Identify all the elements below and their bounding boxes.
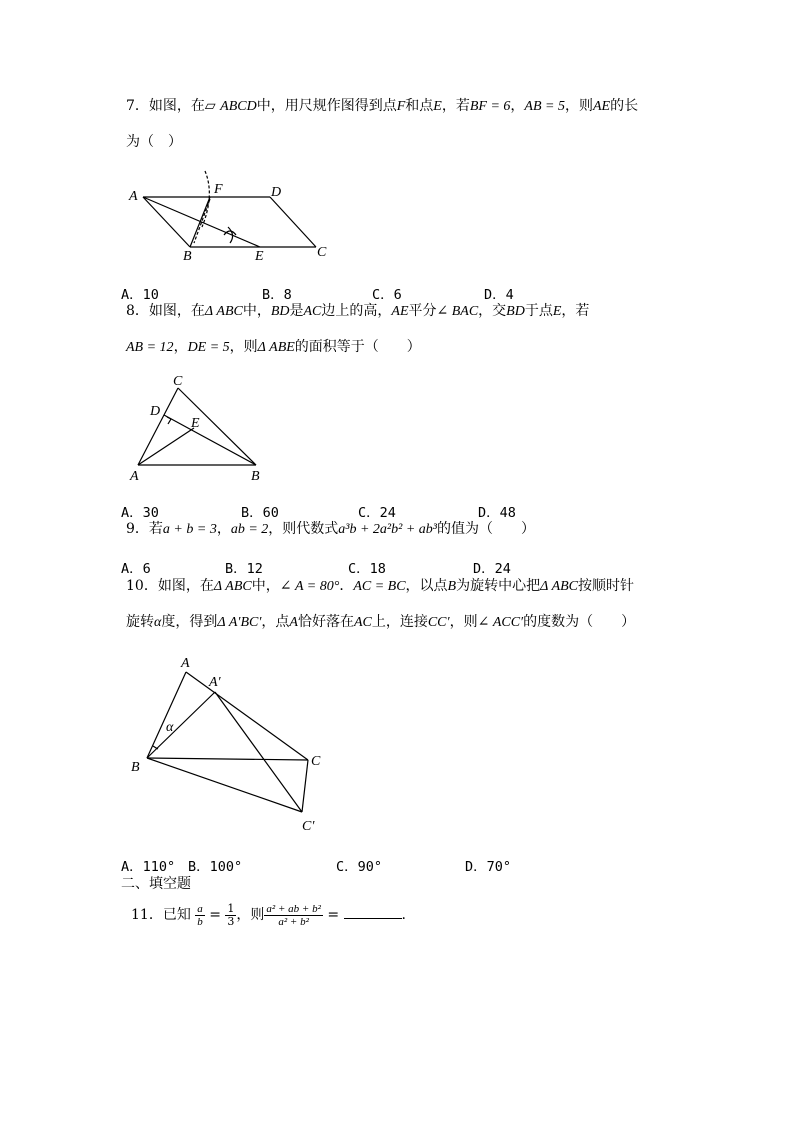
q8-height-BD <box>164 415 256 465</box>
q10-side-AB <box>147 672 186 758</box>
q8-side-AC <box>138 388 178 465</box>
q7-parallelogram-figure <box>120 165 340 265</box>
q10-label-C-prime: C′ <box>302 819 315 834</box>
q10-side-A-prime-C-prime <box>215 692 302 812</box>
q10-label-B: B <box>131 760 140 775</box>
q8-label-C: C <box>173 374 183 389</box>
q8-triangle-figure <box>120 368 280 488</box>
q7-option-c[interactable]: C．6 <box>372 287 402 303</box>
q10-label-A: A <box>181 656 190 671</box>
q10-side-BC-prime <box>147 758 302 812</box>
q11-answer-blank[interactable] <box>344 906 402 919</box>
q10-option-d[interactable]: D．70° <box>465 859 512 875</box>
q7-stem-line1: 7．如图，在▱ ABCD中，用尺规作图得到点F和点E，若BF = 6，AB = 5，则AE的长 <box>126 98 639 114</box>
q7-label-D: D <box>271 185 282 200</box>
q8-bisector-AE <box>138 428 194 465</box>
q7-option-d[interactable]: D．4 <box>484 287 514 303</box>
q8-option-d[interactable]: D．48 <box>478 505 516 521</box>
q8-label-E: E <box>191 416 200 431</box>
q11-fraction-one-third: $\frac{1}{3}$ <box>227 901 235 928</box>
q8-side-BC <box>178 388 256 465</box>
q9-option-c[interactable]: C．18 <box>348 561 386 577</box>
q7-label-F: F <box>214 182 223 197</box>
q10-label-C: C <box>311 754 321 769</box>
q7-label-E: E <box>255 249 264 264</box>
q7-option-a[interactable]: A．10 <box>121 287 159 303</box>
q10-segment-CC-prime <box>302 760 308 812</box>
q8-option-c[interactable]: C．24 <box>358 505 396 521</box>
q9-option-d[interactable]: D．24 <box>473 561 511 577</box>
q7-side-AB <box>143 197 190 247</box>
q8-option-a[interactable]: A．30 <box>121 505 159 521</box>
q7-arc-mark-2 <box>228 227 233 243</box>
q7-label-C: C <box>317 245 327 260</box>
q10-rotation-figure <box>120 650 340 840</box>
q8-label-A: A <box>130 469 139 484</box>
q8-option-b[interactable]: B．60 <box>241 505 279 521</box>
q9-option-a[interactable]: A．6 <box>121 561 151 577</box>
q8-label-D: D <box>150 404 161 419</box>
q7-label-A: A <box>129 189 138 204</box>
q10-option-a[interactable]: A．110° <box>121 859 176 875</box>
q7-option-b[interactable]: B．8 <box>262 287 292 303</box>
q7-segment-AE <box>143 197 260 247</box>
q10-option-b[interactable]: B．100° <box>188 859 243 875</box>
q10-side-AC <box>186 672 308 760</box>
q7-stem-line2: 为（ ） <box>126 134 182 150</box>
parallelogram-icon: ▱ <box>204 98 216 114</box>
q10-side-BC <box>147 758 308 760</box>
q7-label-B: B <box>183 249 192 264</box>
q7-side-DC <box>270 197 316 247</box>
q8-label-B: B <box>251 469 260 484</box>
q10-stem-line1: 10．如图，在Δ ABC中，∠ A = 80°．AC = BC，以点B为旋转中心把Δ ABC按顺时针 <box>126 578 635 594</box>
q11-fraction-expression: $\frac{\text{a² + ab + b²}}{\text{a² + b²}}$ <box>266 902 321 928</box>
q10-stem-line2: 旋转α度，得到Δ A′BC′，点A恰好落在AC上，连接CC′，则∠ ACC′的度数为（ ） <box>126 614 636 630</box>
q10-option-c[interactable]: C．90° <box>336 859 383 875</box>
q9-option-b[interactable]: B．12 <box>225 561 263 577</box>
q8-right-angle-mark <box>167 417 171 424</box>
section-heading-fill-in: 二、填空题 <box>121 876 191 892</box>
q11-stem: 11．已知 $\frac{a}{b}$ = $\frac{1}{3}$ ，则 $\frac{\text{a² + ab + b²}}{\text{a² + b²}}$ = . <box>131 901 406 928</box>
q11-fraction-a-over-b: $\frac{a}{b}$ <box>197 902 203 928</box>
q8-stem-line1: 8．如图，在Δ ABC中，BD是AC边上的高，AE平分∠ BAC，交BD于点E，若 <box>126 303 590 319</box>
q7-construction-dashed <box>194 199 210 243</box>
q10-label-A-prime: A′ <box>209 675 221 690</box>
q9-stem: 9．若a + b = 3，ab = 2，则代数式a³b + 2a²b² + ab³的值为（ ） <box>126 521 535 537</box>
q8-stem-line2: AB = 12，DE = 5，则Δ ABE的面积等于（ ） <box>126 339 421 355</box>
q10-label-alpha: α <box>166 720 174 735</box>
